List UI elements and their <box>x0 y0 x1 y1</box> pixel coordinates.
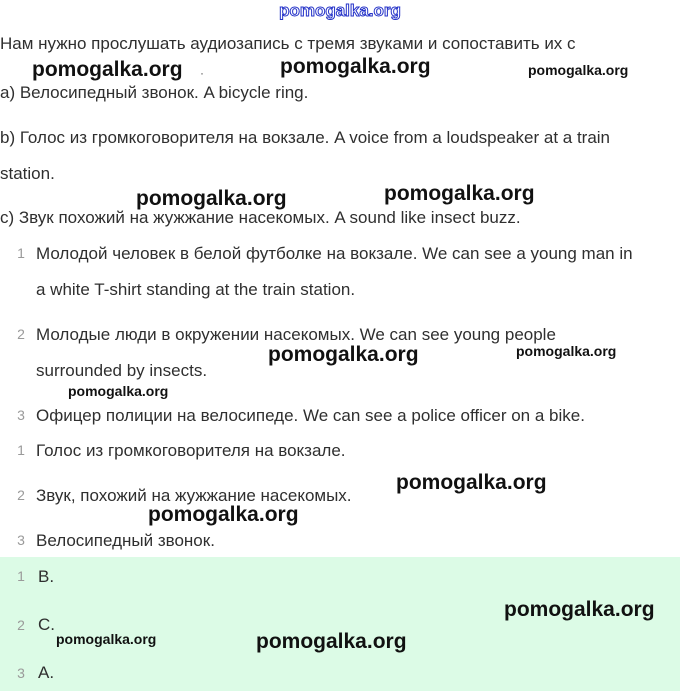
site-header-logo: pomogalka.org <box>279 1 401 20</box>
answer-3: A. <box>38 663 55 682</box>
watermark: pomogalka.org <box>280 55 431 78</box>
stray-dot: · <box>200 66 204 80</box>
answer-3-number: 3 <box>17 665 25 681</box>
sound-b-line2: station. <box>0 164 55 183</box>
picture-1-line2: a white T-shirt standing at the train station. <box>36 280 356 299</box>
sound-a: a) Велосипедный звонок. A bicycle ring. <box>0 83 309 102</box>
answer-1: B. <box>38 567 55 586</box>
intro-text: Нам нужно прослушать аудиозапись с тремя звуками и сопоставить их с <box>0 34 576 53</box>
watermark: pomogalka.org <box>68 383 169 399</box>
watermark: pomogalka.org <box>136 187 287 210</box>
sound-list-3: Велосипедный звонок. <box>36 531 215 550</box>
watermark: pomogalka.org <box>516 343 617 359</box>
picture-2-line2: surrounded by insects. <box>36 361 208 380</box>
watermark: pomogalka.org <box>528 62 629 78</box>
answers-panel <box>0 557 680 691</box>
watermark: pomogalka.org <box>396 471 547 494</box>
sound-c: c) Звук похожий на жужжание насекомых. A sound like insect buzz. <box>0 208 521 227</box>
watermark: pomogalka.org <box>56 631 157 647</box>
picture-1-number: 1 <box>17 245 25 261</box>
sound-list-2: Звук, похожий на жужжание насекомых. <box>36 486 352 505</box>
answer-2-number: 2 <box>17 617 25 633</box>
watermark: pomogalka.org <box>268 343 419 366</box>
sound-list-1-number: 1 <box>17 442 25 458</box>
sound-list-3-number: 3 <box>17 532 25 548</box>
picture-2-number: 2 <box>17 326 25 342</box>
picture-3-line1: Офицер полиции на велосипеде. We can see a police officer on a bike. <box>36 406 585 425</box>
sound-list-2-number: 2 <box>17 487 25 503</box>
answer-1-number: 1 <box>17 568 25 584</box>
watermark: pomogalka.org <box>384 182 535 205</box>
watermark: pomogalka.org <box>504 598 655 621</box>
sound-list-1: Голос из громкоговорителя на вокзале. <box>36 441 346 460</box>
watermark: pomogalka.org <box>32 58 183 81</box>
watermark: pomogalka.org <box>256 630 407 653</box>
sound-b-line1: b) Голос из громкоговорителя на вокзале. A voice from a loudspeaker at a train <box>0 128 611 147</box>
picture-1-line1: Молодой человек в белой футболке на вокзале. We can see a young man in <box>36 244 633 263</box>
picture-2-line1: Молодые люди в окружении насекомых. We can see young people <box>36 325 556 344</box>
watermark: pomogalka.org <box>148 503 299 526</box>
picture-3-number: 3 <box>17 407 25 423</box>
answer-2: C. <box>38 615 55 634</box>
